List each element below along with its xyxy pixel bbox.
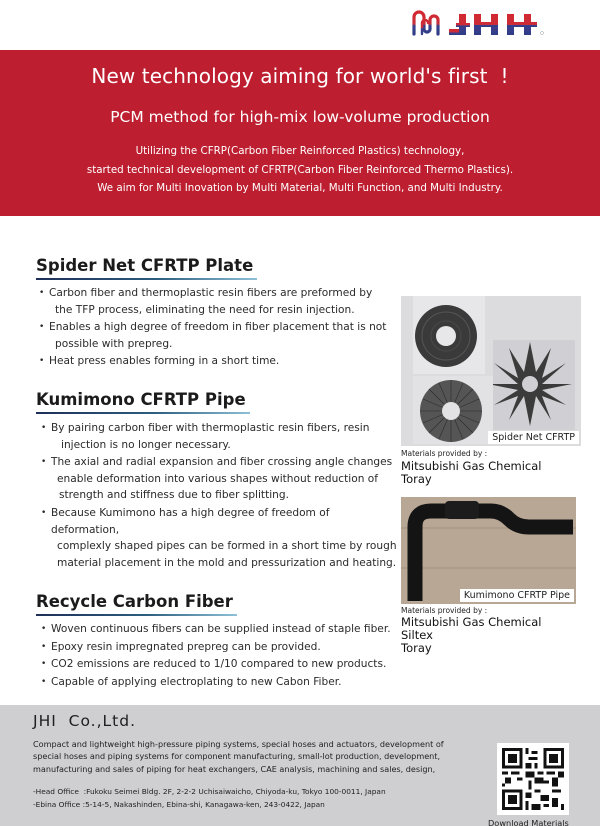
jhi-logo xyxy=(408,8,578,38)
photo-caption: Spider Net CFRTP xyxy=(488,431,579,444)
title-underline xyxy=(36,278,257,280)
headline: New technology aiming for world's first ! xyxy=(91,64,509,88)
description-line: started technical development of CFRTP(Carbon Fiber Reinforced Thermo Plastics). xyxy=(86,163,514,176)
title-underline xyxy=(36,614,237,616)
kumimono-pipe-image xyxy=(401,497,576,604)
section-title-text: Recycle Carbon Fiber xyxy=(36,592,233,611)
description-line: Utilizing the CFRP(Carbon Fiber Reinforced Plastics) technology, xyxy=(135,145,465,157)
provider-name: Siltex xyxy=(401,628,433,642)
provider-name: Mitsubishi Gas Chemical xyxy=(401,615,542,629)
download-materials-link[interactable]: Download Materials xyxy=(488,818,569,826)
bullet-item: • Epoxy resin impregnated prepreg can be provided. xyxy=(38,639,400,656)
kumimono-bullets xyxy=(38,420,400,572)
kumimono-photo xyxy=(401,497,576,604)
provider-list xyxy=(401,616,542,655)
bullet-item: • Capable of applying electroplating to new Cabon Fiber. xyxy=(38,674,400,691)
section-title-spider-net xyxy=(36,256,253,277)
bullet-item: • The axial and radial expansion and fiber crossing angle changes enable deformation into various shapes without reduction of strength and stiffness due to fiber splitting. xyxy=(38,454,400,504)
bullet-item: • By pairing carbon fiber with thermoplastic resin fibers, resin injection is no longer necessary. xyxy=(38,420,400,453)
provider-list xyxy=(401,460,542,486)
section-title-recycle xyxy=(36,592,233,613)
section-title-text: Kumimono CFRTP Pipe xyxy=(36,390,246,409)
provider-name: Mitsubishi Gas Chemical xyxy=(401,459,542,473)
spider-net-photo xyxy=(401,296,581,446)
bullet-item: • Woven continuous fibers can be supplied instead of staple fiber. xyxy=(38,621,400,638)
download-qr-code[interactable] xyxy=(497,743,569,815)
section-title-kumimono xyxy=(36,390,246,411)
provider-name: Toray xyxy=(401,641,432,655)
bullet-item: • Carbon fiber and thermoplastic resin fibers are preformed by the TFP process, eliminating the need for resin injection. xyxy=(36,285,396,318)
ebina-office: -Ebina Office :5-14-5, Nakashinden, Ebina-shi, Kanagawa-ken, 243-0422, Japan xyxy=(33,800,325,809)
section-title-text: Spider Net CFRTP Plate xyxy=(36,256,254,275)
spider-net-image xyxy=(401,296,581,446)
company-name: JHI Co.,Ltd. xyxy=(33,712,137,730)
company-footer xyxy=(0,705,600,826)
recycle-bullets xyxy=(38,621,400,691)
title-underline xyxy=(36,412,250,414)
subheadline: PCM method for high-mix low-volume production xyxy=(110,108,490,126)
materials-provided-label: Materials provided by : xyxy=(401,606,488,615)
qr-code-icon xyxy=(502,748,564,810)
head-office: -Head Office :Fukoku Seimei Bldg. 2F, 2-2-2 Uchisaiwaicho, Chiyoda-ku, Tokyo 100-0011, Japan xyxy=(33,787,386,796)
bullet-item: • Heat press enables forming in a short time. xyxy=(36,353,396,370)
office-addresses xyxy=(33,785,386,811)
bullet-item: • CO2 emissions are reduced to 1/10 compared to new products. xyxy=(38,656,400,673)
banner-description xyxy=(0,142,600,198)
description-line: We aim for Multi Inovation by Multi Material, Multi Function, and Multi Industry. xyxy=(97,182,503,194)
hero-banner xyxy=(0,50,600,216)
bullet-item: • Enables a high degree of freedom in fiber placement that is not possible with prepreg. xyxy=(36,319,396,352)
company-description: Compact and lightweight high-pressure piping systems, special hoses and actuators, development of special hoses and piping systems for component manufacturing, small-lot production, development, manufacturing and sales of piping for heat exchangers, CAE analysis, machining and sales, design, xyxy=(33,739,444,774)
spider-net-bullets xyxy=(36,285,396,371)
bullet-item: • Because Kumimono has a high degree of freedom of deformation, complexly shaped pipes can be formed in a short time by rough material placement in the mold and pressurization and heating. xyxy=(38,505,400,571)
materials-provided-label: Materials provided by : xyxy=(401,449,488,458)
photo-caption: Kumimono CFRTP Pipe xyxy=(460,589,574,602)
provider-name: Toray xyxy=(401,472,432,486)
